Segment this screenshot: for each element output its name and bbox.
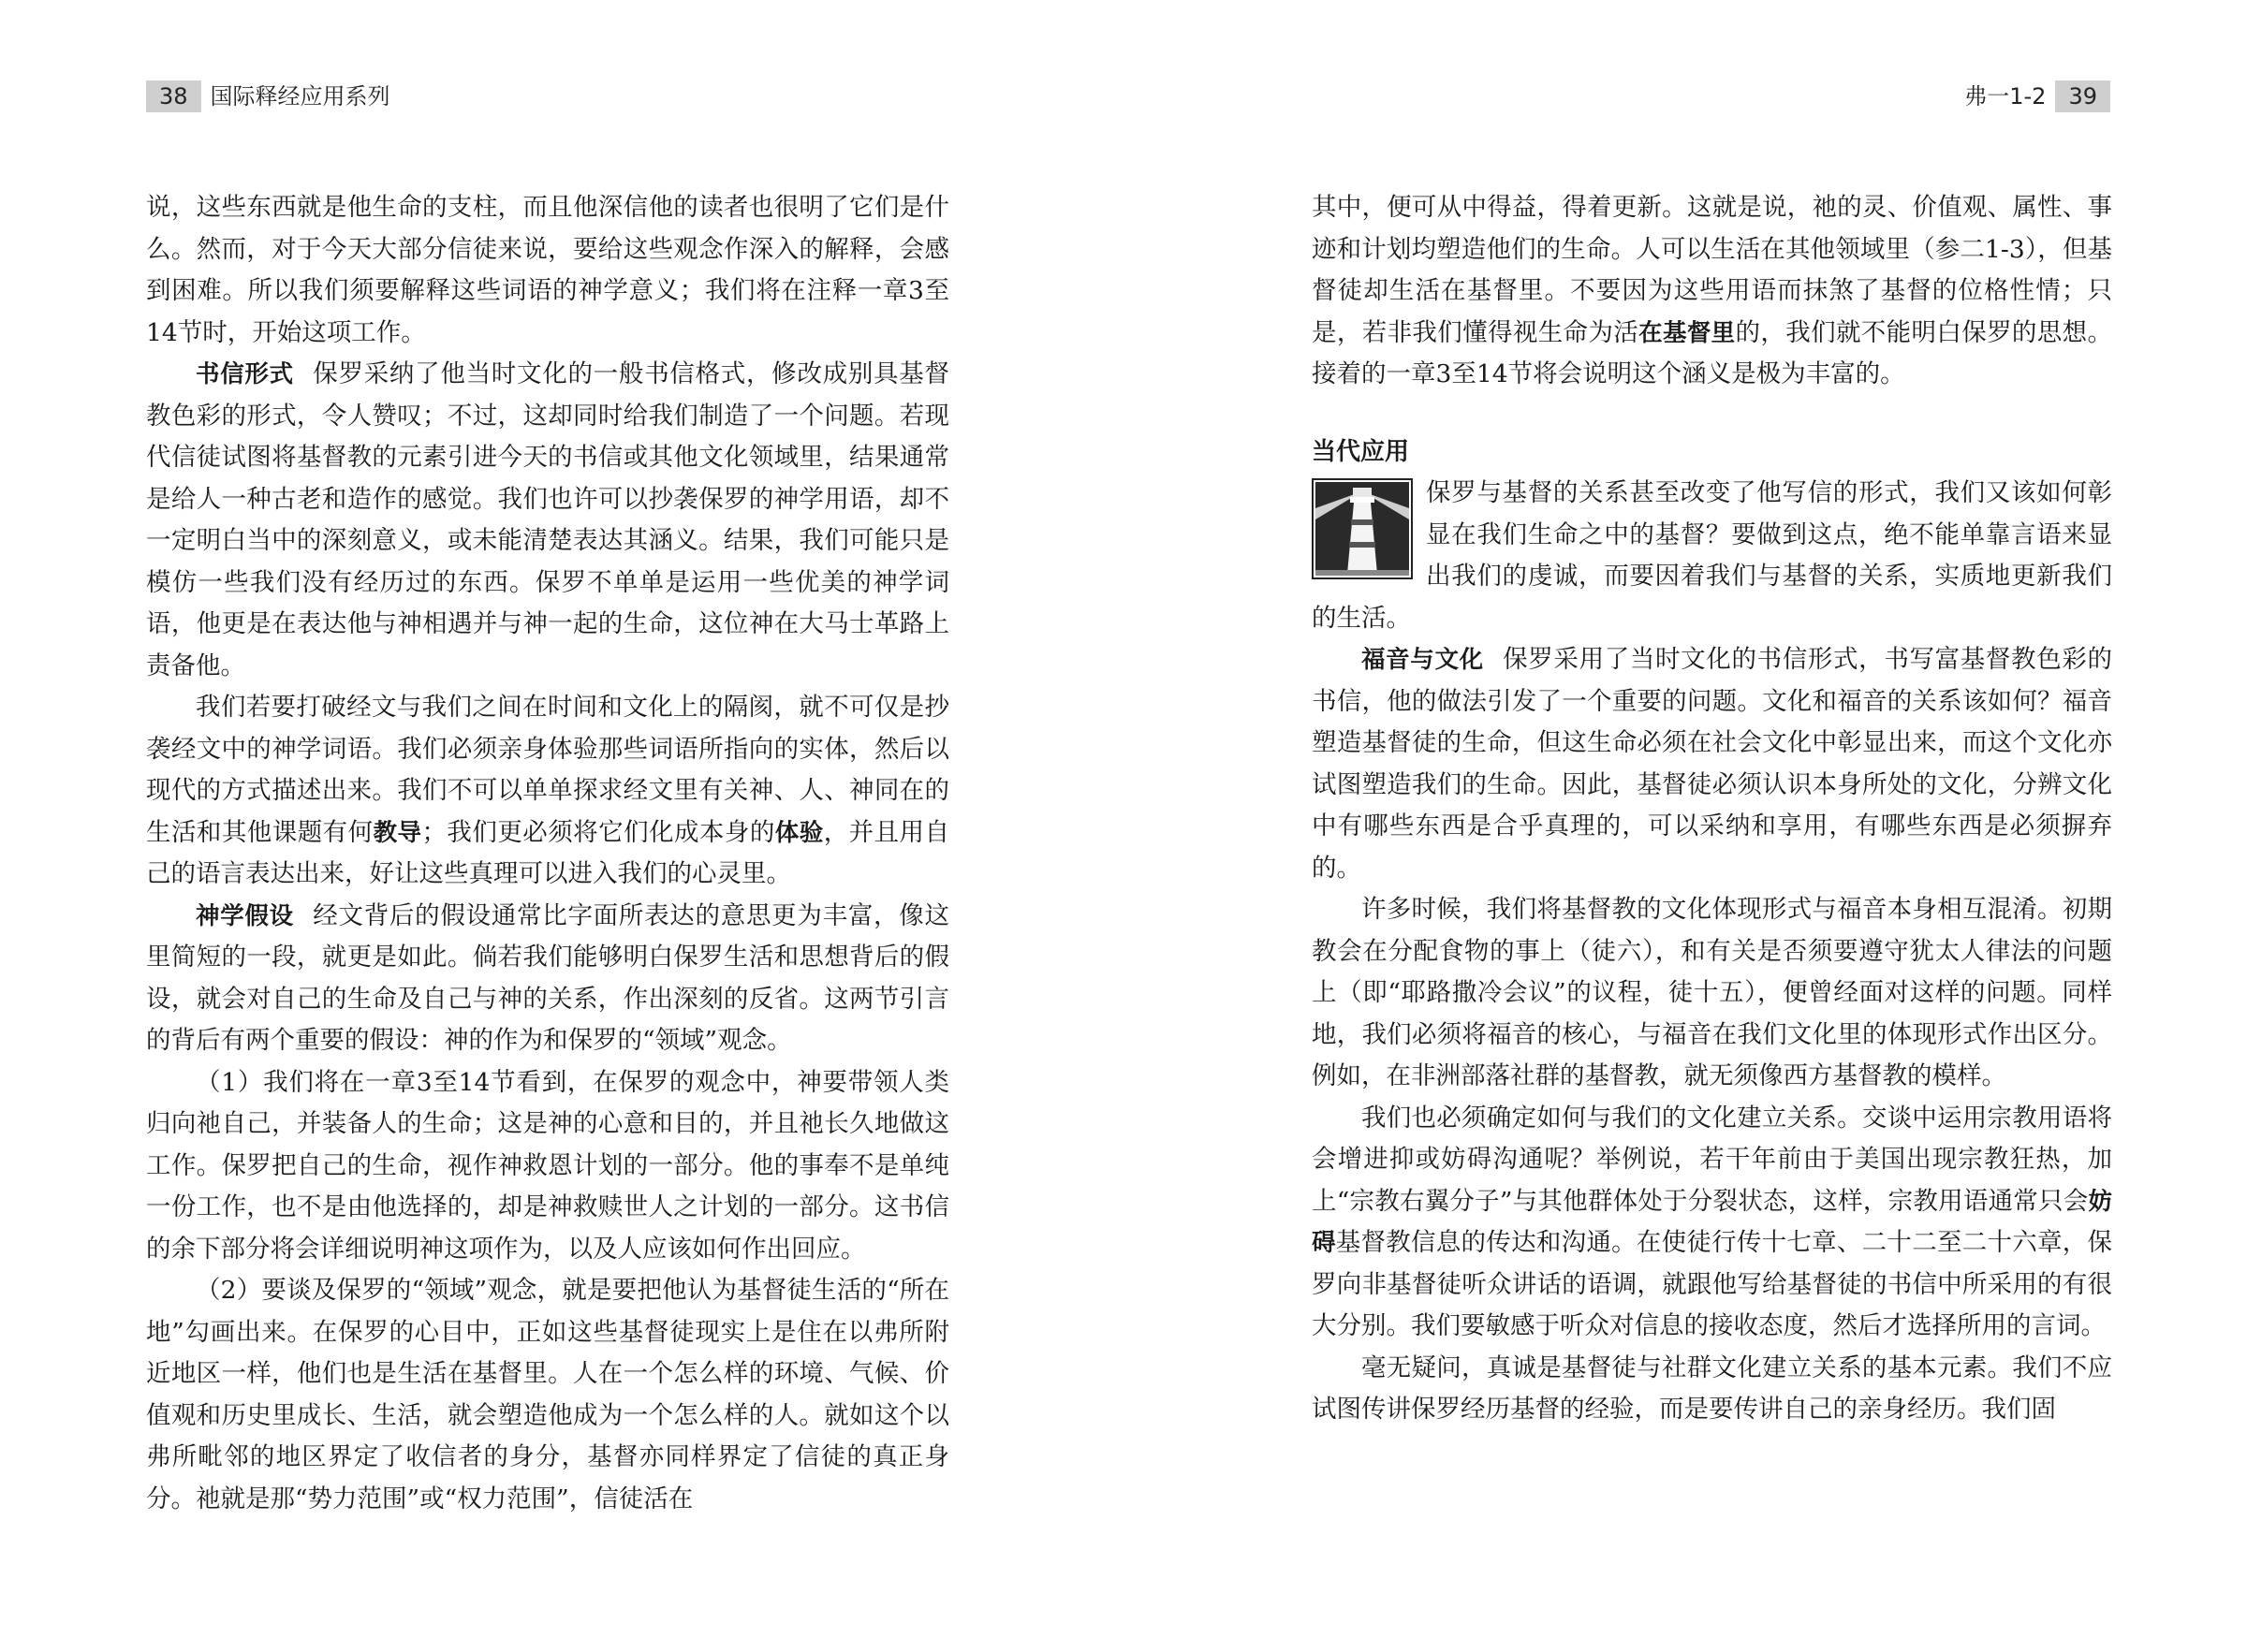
- section-heading: 当代应用: [1312, 437, 1410, 466]
- paragraph: 神学假设 经文背后的假设通常比字面所表达的意思更为丰富，像这里简短的一段，就更是如此。倘若我们能够明白保罗生活和思想背后的假设，就会对自己的生命及自己与神的关系，作出深刻的反省。这两节引言的背后有两个重要的假设：神的作为和保罗的“领域”观念。: [146, 900, 949, 1055]
- paragraph: （2）要谈及保罗的“领域”观念，就是要把他认为基督徒生活的“所在地”勾画出来。在保罗的心目中，正如这些基督徒现实上是住在以弗所附近地区一样，他们也是生活在基督里。人在一个怎么样的环境、气候、价值观和历史里成长、生活，就会塑造他成为一个怎么样的人。就如这个以弗所毗邻的地区界定了收信者的身分，基督亦同样界定了信徒的真正身分。祂就是那“势力范围”或“权力范围”，信徒活在: [146, 1276, 949, 1513]
- series-title: 国际释经应用系列: [210, 83, 390, 110]
- paragraph: 说，这些东西就是他生命的支柱，而且他深信他的读者也很明了它们是什么。然而，对于今天大部分信徒来说，要给这些观念作深入的解释，会感到困难。所以我们须要解释这些词语的神学意义；我们将在注释一章3至14节时，开始这项工作。: [146, 193, 949, 347]
- paragraph: 我们也必须确定如何与我们的文化建立关系。交谈中运用宗教用语将会增进抑或妨碍沟通呢？举例说，若干年前由于美国出现宗教狂热，加上“宗教右翼分子”与其他群体处于分裂状态，这样，宗教用语通常只会妨碍基督教信息的传达和沟通。在使徒行传十七章、二十二至二十六章，保罗向非基督徒听众讲话的语调，就跟他写给基督徒的书信中所采用的有很大分别。我们要敏感于听众对信息的接收态度，然后才选择所用的言词。: [1312, 1103, 2112, 1340]
- left-body-text: [146, 187, 949, 1520]
- paragraph: 其中，便可从中得益，得着更新。这就是说，祂的灵、价值观、属性、事迹和计划均塑造他们的生命。人可以生活在其他领域里（参二1-3），但基督徒却生活在基督里。不要因为这些用语而抹煞了基督的位格性情；只是，若非我们懂得视生命为活在基督里的，我们就不能明白保罗的思想。接着的一章3至14节将会说明这个涵义是极为丰富的。: [1312, 193, 2112, 388]
- paragraph: 许多时候，我们将基督教的文化体现形式与福音本身相互混淆。初期教会在分配食物的事上（徒六），和有关是否须要遵守犹太人律法的问题上（即“耶路撒冷会议”的议程，徒十五），便曾经面对这样的问题。同样地，我们必须将福音的核心，与福音在我们文化里的体现形式作出区分。例如，在非洲部落社群的基督教，就无须像西方基督教的模样。: [1312, 895, 2112, 1090]
- paragraph: 保罗与基督的关系甚至改变了他写信的形式，我们又该如何彰显在我们生命之中的基督？要做到这点，绝不能单靠言语来显出我们的虔诚，而要因着我们与基督的关系，实质地更新我们的生活。: [1312, 478, 2112, 633]
- lighthouse-icon: [1312, 478, 1413, 579]
- page-number: 38: [146, 80, 201, 112]
- subheading: 神学假设: [196, 901, 294, 930]
- right-page: [1124, 0, 2247, 1652]
- section-reference: 弗一1-2: [1964, 83, 2047, 110]
- emphasis: 教导: [373, 818, 422, 847]
- paragraph: 书信形式 保罗采纳了他当时文化的一般书信格式，修改成别具基督教色彩的形式，令人赞叹；不过，这却同时给我们制造了一个问题。若现代信徒试图将基督教的元素引进今天的书信或其他文化领域里，结果通常是给人一种古老和造作的感觉。我们也许可以抄袭保罗的神学用语，却不一定明白当中的深刻意义，或未能清楚表达其涵义。结果，我们可能只是模仿一些我们没有经历过的东西。保罗不单单是运用一些优美的神学词语，他更是在表达他与神相遇并与神一起的生命，这位神在大马士革路上责备他。: [146, 359, 949, 680]
- page-number: 39: [2055, 80, 2110, 112]
- right-running-header: [1964, 80, 2110, 112]
- emphasis: 妨碍: [1312, 1187, 2112, 1257]
- emphasis: 体验: [774, 818, 824, 847]
- emphasis: 在基督里: [1638, 318, 1736, 347]
- subheading: 福音与文化: [1361, 646, 1484, 674]
- right-body-text: [1312, 187, 2112, 1431]
- left-running-header: [146, 80, 390, 112]
- paragraph: 福音与文化 保罗采用了当时文化的书信形式，书写富基督教色彩的书信，他的做法引发了一个重要的问题。文化和福音的关系该如何？福音塑造基督徒的生命，但这生命必须在社会文化中彰显出来，而这个文化亦试图塑造我们的生命。因此，基督徒必须认识本身所处的文化，分辨文化中有哪些东西是合乎真理的，可以采纳和享用，有哪些东西是必须摒弃的。: [1312, 645, 2112, 883]
- paragraph: 我们若要打破经文与我们之间在时间和文化上的隔阂，就不可仅是抄袭经文中的神学词语。我们必须亲身体验那些词语所指向的实体，然后以现代的方式描述出来。我们不可以单单探求经文里有关神、人、神同在的生活和其他课题有何教导；我们更必须将它们化成本身的体验，并且用自己的语言表达出来，好让这些真理可以进入我们的心灵里。: [146, 693, 949, 888]
- paragraph: 毫无疑问，真诚是基督徒与社群文化建立关系的基本元素。我们不应试图传讲保罗经历基督的经验，而是要传讲自己的亲身经历。我们固: [1312, 1352, 2112, 1424]
- subheading: 书信形式: [196, 360, 294, 388]
- paragraph: （1）我们将在一章3至14节看到，在保罗的观念中，神要带领人类归向祂自己，并装备人的生命；这是神的心意和目的，并且祂长久地做这工作。保罗把自己的生命，视作神救恩计划的一部分。他的事奉不是单纯一份工作，也不是由他选择的，却是神救赎世人之计划的一部分。这书信的余下部分将会详细说明神这项作为，以及人应该如何作出回应。: [146, 1067, 949, 1264]
